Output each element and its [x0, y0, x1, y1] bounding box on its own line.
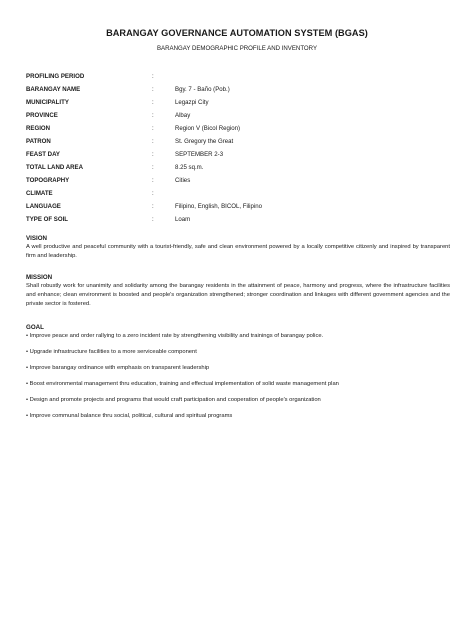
profile-label: LANGUAGE — [26, 203, 61, 210]
profile-label: MUNICIPALITY — [26, 99, 69, 106]
profile-label: TOPOGRAPHY — [26, 177, 70, 184]
profile-value: St. Gregory the Great — [175, 138, 234, 145]
profile-row-topography — [26, 177, 456, 190]
profile-colon: : — [152, 73, 154, 80]
profile-colon: : — [152, 190, 154, 197]
profile-label: BARANGAY NAME — [26, 86, 81, 93]
goal-item: • Upgrade infrastructure facilities to a more serviceable component — [26, 349, 197, 355]
profile-row-municipality — [26, 99, 456, 112]
profile-label: CLIMATE — [26, 190, 53, 197]
mission-section — [26, 274, 450, 308]
document-title: BARANGAY GOVERNANCE AUTOMATION SYSTEM (BGAS) — [106, 28, 368, 38]
profile-value: Filipino, English, BICOL, Filipino — [175, 203, 263, 210]
vision-heading: VISION — [26, 235, 47, 242]
profile-colon: : — [152, 99, 154, 106]
profile-row-climate — [26, 190, 456, 203]
profile-row-type-of-soil — [26, 216, 456, 229]
profile-colon: : — [152, 112, 154, 119]
profile-label: TYPE OF SOIL — [26, 216, 68, 223]
profile-row-language — [26, 203, 456, 216]
profile-label: PATRON — [26, 138, 51, 145]
goal-list — [26, 332, 450, 428]
goal-heading: GOAL — [26, 324, 44, 331]
profile-value: SEPTEMBER 2-3 — [175, 151, 224, 158]
profile-row-barangay-name — [26, 86, 456, 99]
profile-label: REGION — [26, 125, 51, 132]
profile-row-total-land-area — [26, 164, 456, 177]
profile-label: PROFILING PERIOD — [26, 73, 85, 80]
vision-section — [26, 235, 450, 261]
goal-item: • Boost environmental management thru education, training and effectual implementation of solid waste management plan — [26, 381, 339, 387]
profile-value: Albay — [175, 112, 191, 119]
profile-colon: : — [152, 138, 154, 145]
profile-colon: : — [152, 177, 154, 184]
profile-value: 8.25 sq.m. — [175, 164, 204, 171]
profile-value: Bgy. 7 - Baño (Pob.) — [175, 86, 230, 93]
profile-colon: : — [152, 203, 154, 210]
profile-row-patron — [26, 138, 456, 151]
profile-table — [26, 73, 456, 229]
profile-value: Cities — [175, 177, 191, 184]
goal-section — [26, 324, 450, 428]
profile-colon: : — [152, 151, 154, 158]
profile-colon: : — [152, 164, 154, 171]
profile-colon: : — [152, 125, 154, 132]
profile-value: Region V (Bicol Region) — [175, 125, 241, 132]
profile-row-feast-day — [26, 151, 456, 164]
goal-item: • Improve peace and order rallying to a zero incident rate by strengthening visibility and trainings of barangay police. — [26, 333, 324, 339]
profile-label: TOTAL LAND AREA — [26, 164, 83, 171]
profile-colon: : — [152, 86, 154, 93]
vision-text: A well productive and peaceful community with a tourist-friendly, safe and clean environment powered by a locally competitive citizenly and inspired by transparent firm and leadership. — [26, 244, 450, 259]
document-subtitle: BARANGAY DEMOGRAPHIC PROFILE AND INVENTORY — [156, 45, 318, 52]
mission-text: Shall robustly work for unanimity and solidarity among the barangay residents in the attainment of peace, harmony and progress, where the infrastructure facilities and enhance; clean environment is boosted and people's organization strengthened; stronger coordination and linkages with different government agencies and the private sector is fostered. — [26, 283, 450, 307]
profile-colon: : — [152, 216, 154, 223]
goal-item: • Improve barangay ordinance with emphasis on transparent leadership — [26, 365, 210, 371]
goal-item: • Design and promote projects and programs that would craft participation and cooperation of people's organization — [26, 397, 321, 403]
goal-item: • Improve communal balance thru social, political, cultural and spiritual programs — [26, 413, 233, 419]
profile-row-region — [26, 125, 456, 138]
profile-row-profiling-period — [26, 73, 456, 86]
profile-label: FEAST DAY — [26, 151, 60, 158]
profile-label: PROVINCE — [26, 112, 58, 119]
profile-value: Legazpi City — [175, 99, 209, 106]
profile-row-province — [26, 112, 456, 125]
profile-value: Loam — [175, 216, 191, 223]
mission-heading: MISSION — [26, 274, 53, 281]
